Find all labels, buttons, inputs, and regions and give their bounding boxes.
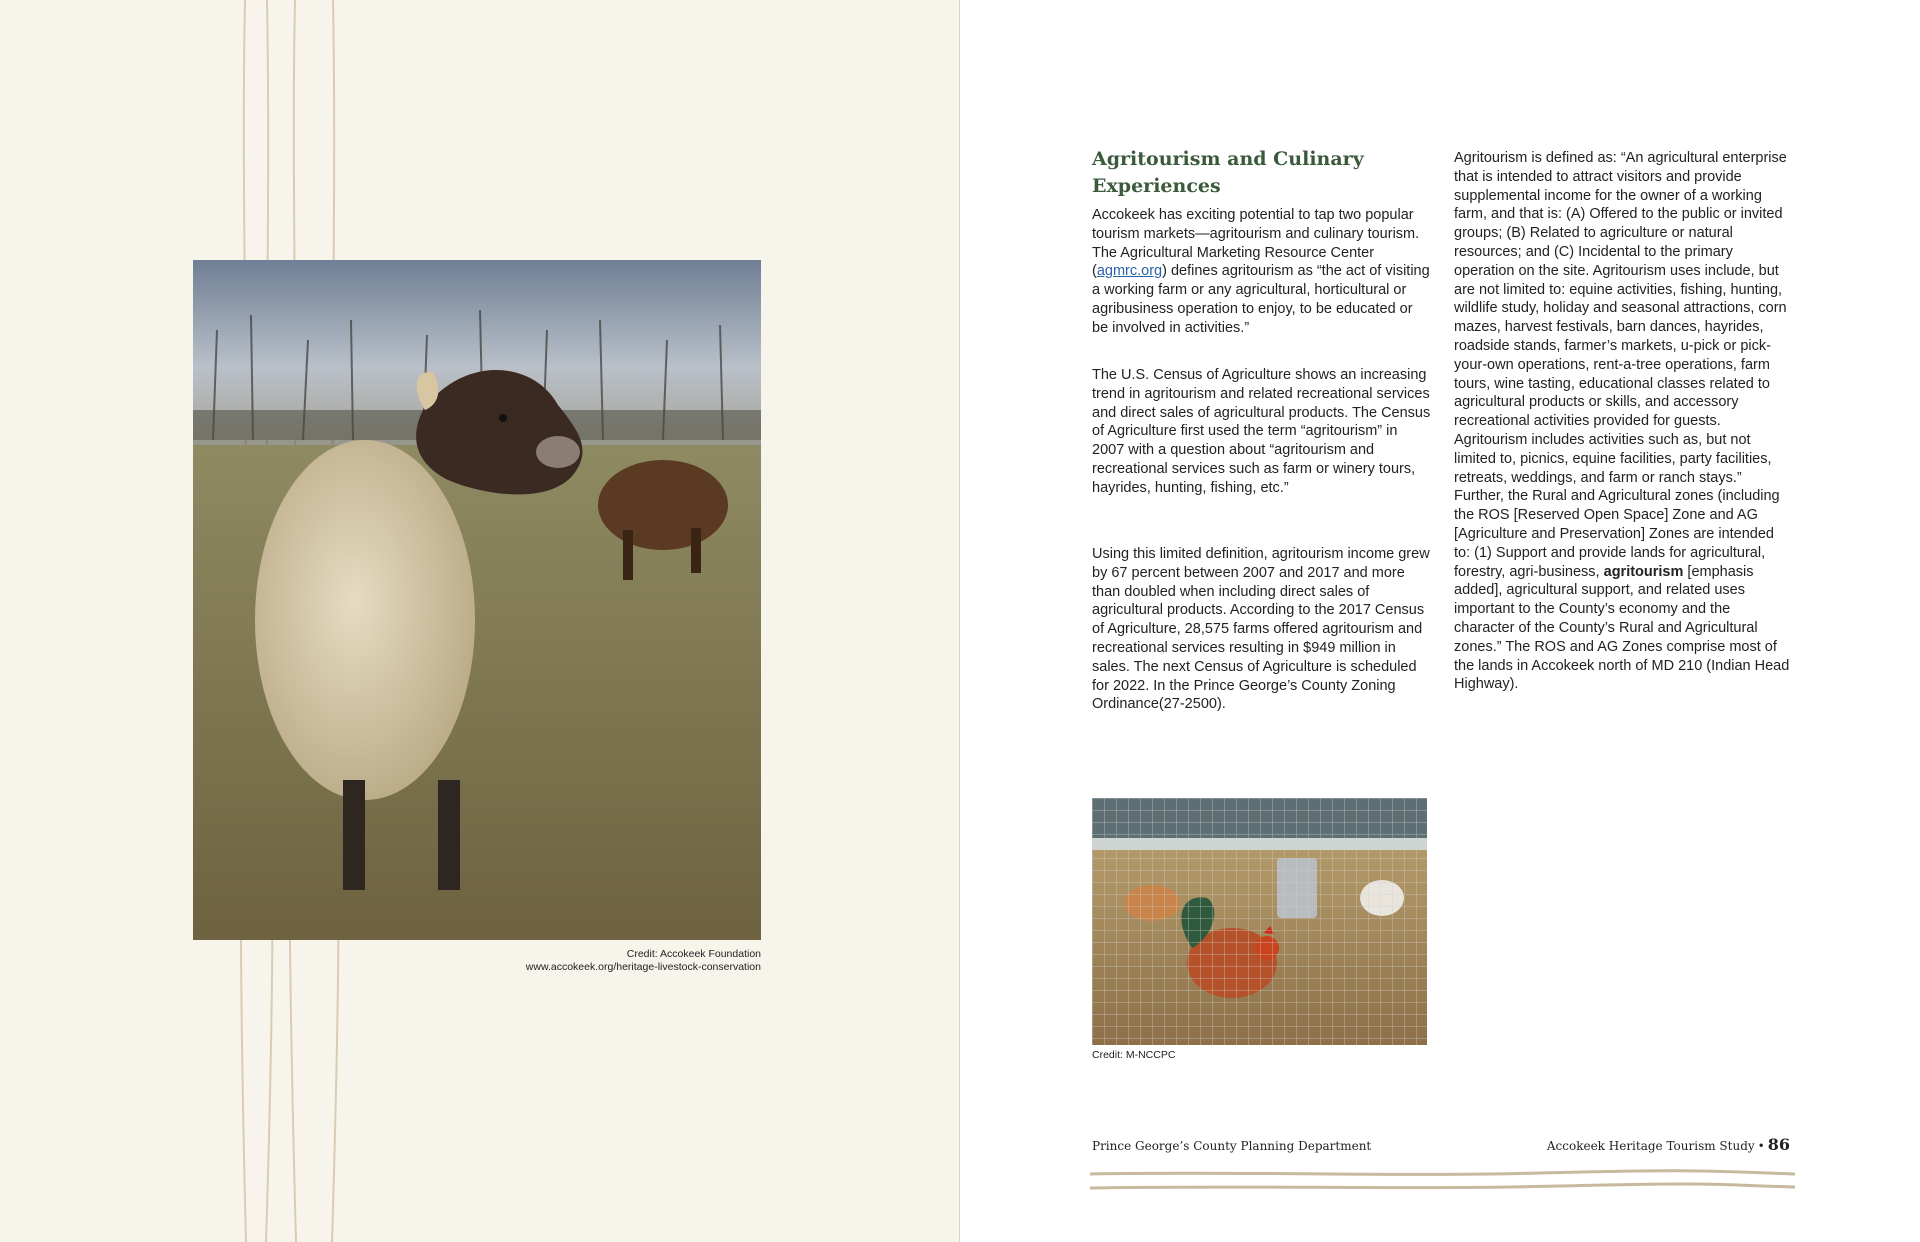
photo-credit bbox=[420, 948, 761, 974]
chicken-photo bbox=[1092, 798, 1427, 1045]
definition-text-a: Agritourism is defined as: “An agricultural enterprise that is intended to attract visitors and provide supplemental income for the owner of a working farm, and that is: (A) Offered to the public or invited groups; (B) Related to agriculture or natural resources; and (C) Incidental to the primary operation on the site. Agritourism uses include, but are not limited to: equine activities, fishing, hunting, wildlife study, holiday and seasonal attractions, corn mazes, harvest festivals, barn dances, hayrides, roadside stands, farmer’s markets, u-pick or pick-your-own operations, rent-a-tree operations, farm tours, wine tasting, educational classes related to agricultural products or skills, and accessory recreational activities provided for guests. Agritourism includes activities such as, but not limited to, picnics, equine facilities, party facilities, retreats, weddings, and farm or ranch stays.” Further, the Rural and Agricultural zones (including the ROS [Reserved Open Space] Zone and AG [Agriculture and Preservation] Zones are intended to: (1) Support and provide lands for agricultural, forestry, agri-business, bbox=[1454, 150, 1787, 580]
footer-study bbox=[1490, 1135, 1790, 1154]
footer-department: Prince George’s County Planning Department bbox=[1092, 1139, 1372, 1153]
paragraph-2-text: The U.S. Census of Agriculture shows an increasing trend in agritourism and related recreational services and direct sales of agricultural products. The Census of Agriculture first used the term “agritourism” in 2007 with a question about “agritourism and recreational services such as farm or winery tours, hayrides, hunting, fishing, etc.” bbox=[1092, 367, 1431, 496]
credit-url[interactable]: www.accokeek.org/heritage-livestock-conservation bbox=[525, 961, 761, 973]
definition-text-b: [emphasis added], agricultural support, and related uses important to the County’s economy and the character of the County’s Rural and Agricultural zones.” The ROS and AG Zones comprise most of the lands in Accokeek north of MD 210 (Indian Head Highway). bbox=[1454, 563, 1790, 693]
emphasis-agritourism: agritourism bbox=[1603, 563, 1684, 580]
agmrc-link[interactable]: agmrc.org bbox=[1096, 263, 1163, 280]
page-number: 86 bbox=[1767, 1135, 1790, 1154]
paragraph-1-text-b: ) defines agritourism as “the act of visiting a working farm or any agricultural, horticultural or agribusiness operation to enjoy, to be educated or be involved in activities.” bbox=[1092, 263, 1430, 336]
chicken-photo-credit: Credit: M-NCCPC bbox=[1092, 1049, 1176, 1061]
footer-separator: • bbox=[1757, 1139, 1765, 1153]
footer-study-title: Accokeek Heritage Tourism Study bbox=[1546, 1139, 1755, 1153]
credit-line-1: Credit: Accokeek Foundation bbox=[626, 948, 761, 960]
paragraph-2 bbox=[1092, 366, 1432, 498]
paragraph-1 bbox=[1092, 206, 1432, 338]
section-heading: Agritourism and Culinary Experiences bbox=[1092, 148, 1364, 197]
paragraph-3 bbox=[1092, 545, 1437, 714]
paragraph-1-text-a: Accokeek has exciting potential to tap two popular tourism markets—agritourism and culinary tourism. The Agricultural Marketing Resource Center ( bbox=[1092, 207, 1420, 280]
definition-column bbox=[1454, 149, 1794, 694]
paragraph-3-text: Using this limited definition, agritourism income grew by 67 percent between 2007 and 2017 and more than doubled when including direct sales of agricultural products. According to the 2017 Census of Agriculture, 28,575 farms offered agritourism and recreational services resulting in $949 million in sales. The next Census of Agriculture is scheduled for 2022. In the Prince George’s County Zoning Ordinance(27-2500). bbox=[1092, 546, 1430, 713]
sheep-photo bbox=[193, 260, 761, 940]
footer-decorative-lines bbox=[1090, 1166, 1795, 1194]
